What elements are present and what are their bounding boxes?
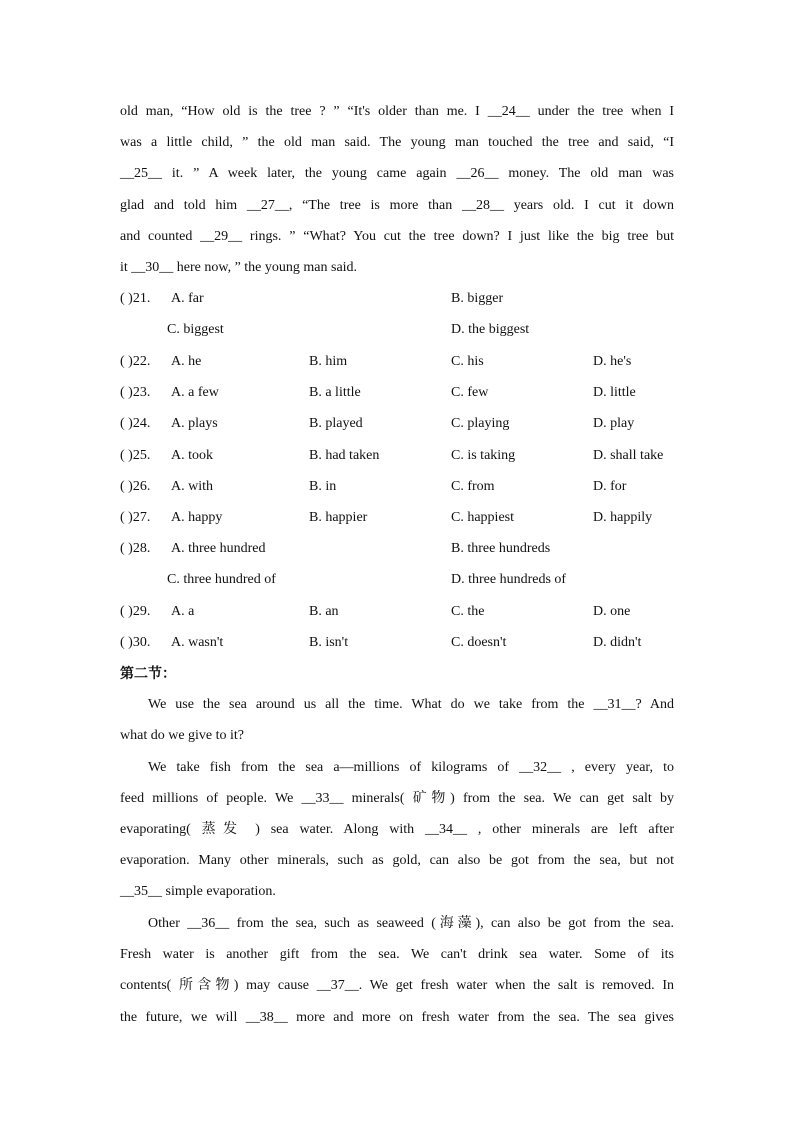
passage-line: feed millions of people. We __33__ minerals( 矿物) from the sea. We can get salt by <box>120 791 674 806</box>
option-d: D. the biggest <box>451 322 530 337</box>
passage-line: contents( 所含物) may cause __37__. We get fresh water when the salt is removed. In <box>120 978 674 993</box>
question-number: ( )28. <box>120 541 151 556</box>
option-d: D. three hundreds of <box>451 572 567 587</box>
option-c: C. from <box>451 479 495 494</box>
option-d: D. shall take <box>593 448 664 463</box>
question-number: ( )29. <box>120 604 151 619</box>
question-number: ( )21. <box>120 291 151 306</box>
option-b: B. isn't <box>309 635 349 650</box>
option-c: C. his <box>451 354 484 369</box>
option-c: C. happiest <box>451 510 514 525</box>
passage-line: glad and told him __27__, “The tree is more than __28__ years old. I cut it down <box>120 198 674 213</box>
option-a: A. with <box>171 479 213 494</box>
option-b: B. him <box>309 354 348 369</box>
option-b: B. a little <box>309 385 361 400</box>
option-b: B. happier <box>309 510 368 525</box>
option-a: A. took <box>171 448 213 463</box>
passage-line: We take fish from the sea a—millions of kilograms of __32__ , every year, to <box>148 760 674 775</box>
option-a: A. a few <box>171 385 219 400</box>
option-c: C. three hundred of <box>167 572 276 587</box>
option-a: A. plays <box>171 416 218 431</box>
option-c: C. doesn't <box>451 635 507 650</box>
option-c: C. playing <box>451 416 510 431</box>
option-b: B. an <box>309 604 339 619</box>
question-number: ( )27. <box>120 510 151 525</box>
question-number: ( )25. <box>120 448 151 463</box>
passage-line: evaporating( 蒸发 ) sea water. Along with __34__ , other minerals are left after <box>120 822 674 837</box>
option-d: D. little <box>593 385 636 400</box>
question-number: ( )30. <box>120 635 151 650</box>
option-a: A. happy <box>171 510 223 525</box>
option-c: C. biggest <box>167 322 224 337</box>
option-d: D. he's <box>593 354 632 369</box>
passage-line: evaporation. Many other minerals, such as gold, can also be got from the sea, but not <box>120 853 674 868</box>
passage-line: old man, “How old is the tree ? ” “It's older than me. I __24__ under the tree when I <box>120 104 674 119</box>
option-a: A. three hundred <box>171 541 266 556</box>
option-d: D. for <box>593 479 627 494</box>
option-a: A. he <box>171 354 202 369</box>
option-b: B. bigger <box>451 291 504 306</box>
passage-line: it __30__ here now, ” the young man said. <box>120 260 358 275</box>
question-number: ( )22. <box>120 354 151 369</box>
option-a: A. far <box>171 291 204 306</box>
section-heading: 第二节： <box>120 666 176 682</box>
passage-line: We use the sea around us all the time. What do we take from the __31__? And <box>148 697 674 712</box>
option-c: C. few <box>451 385 489 400</box>
passage-line: __25__ it. ” A week later, the young came again __26__ money. The old man was <box>120 166 674 181</box>
option-b: B. in <box>309 479 337 494</box>
question-number: ( )24. <box>120 416 151 431</box>
option-d: D. play <box>593 416 635 431</box>
passage-line: __35__ simple evaporation. <box>120 884 276 899</box>
option-c: C. is taking <box>451 448 516 463</box>
passage-line: Other __36__ from the sea, such as seaweed (海藻), can also be got from the sea. <box>148 916 674 931</box>
option-d: D. one <box>593 604 631 619</box>
passage-line: the future, we will __38__ more and more on fresh water from the sea. The sea gives <box>120 1010 674 1025</box>
option-b: B. had taken <box>309 448 380 463</box>
option-a: A. wasn't <box>171 635 224 650</box>
option-a: A. a <box>171 604 195 619</box>
passage-line: what do we give to it? <box>120 728 245 743</box>
passage-line: Fresh water is another gift from the sea. We can't drink sea water. Some of its <box>120 947 674 962</box>
option-b: B. played <box>309 416 363 431</box>
passage-line: and counted __29__ rings. ” “What? You cut the tree down? I just like the big tree but <box>120 229 674 244</box>
option-c: C. the <box>451 604 485 619</box>
option-d: D. happily <box>593 510 653 525</box>
option-b: B. three hundreds <box>451 541 551 556</box>
passage-line: was a little child, ” the old man said. The young man touched the tree and said, “I <box>120 135 674 150</box>
question-number: ( )23. <box>120 385 151 400</box>
question-number: ( )26. <box>120 479 151 494</box>
option-d: D. didn't <box>593 635 642 650</box>
